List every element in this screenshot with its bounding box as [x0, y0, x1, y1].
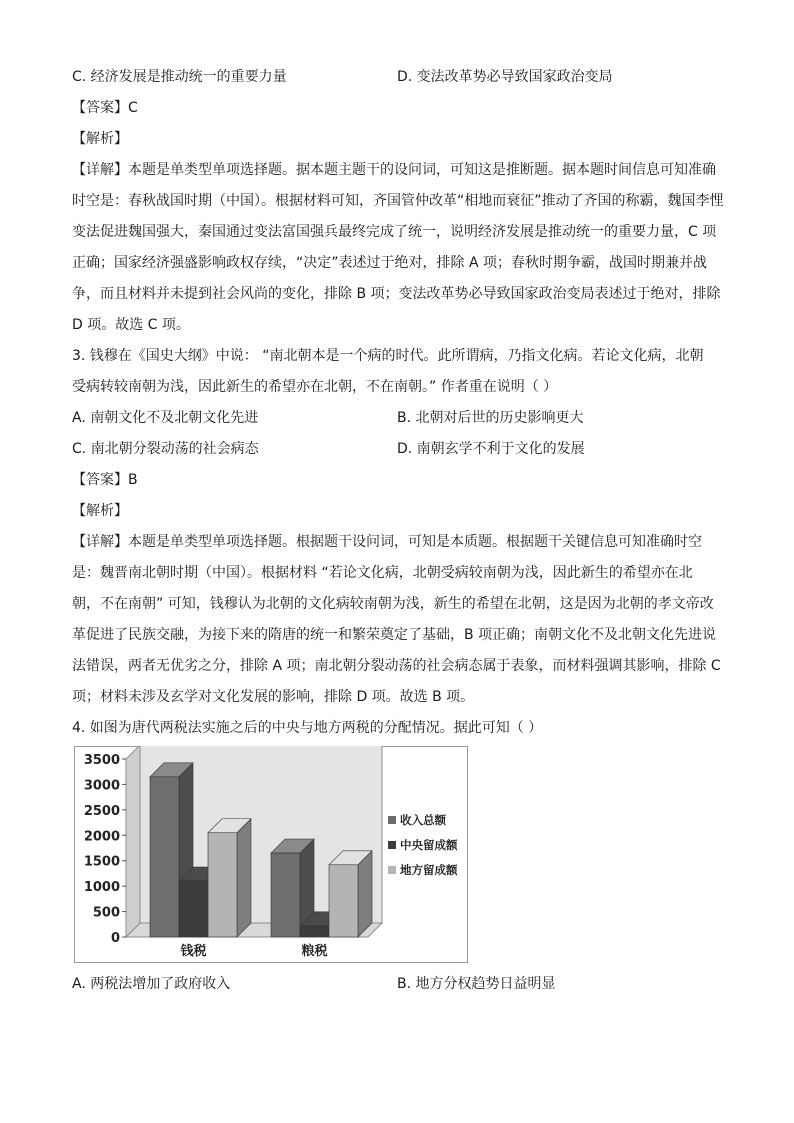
q3-option-a: A. 南朝文化不及北朝文化先进	[72, 410, 259, 426]
q3-detail-line: 是：魏晋南北朝时期（中国）。根据材料 “若论文化病，北朝受病较南朝为浅，因此新生的希望亦在北	[72, 565, 693, 581]
legend-label: 地方留成额	[400, 863, 458, 877]
legend-label: 中央留成额	[400, 838, 458, 852]
q3-option-d: D. 南朝玄学不利于文化的发展	[397, 441, 585, 457]
q4-stem: 4. 如图为唐代两税法实施之后的中央与地方两税的分配情况。据此可知（ ）	[72, 720, 543, 736]
y-tick-label: 2000	[83, 829, 120, 845]
q3-detail-line: 朝，不在南朝” 可知，钱穆认为北朝的文化病较南朝为浅，新生的希望在北朝，这是因为北朝的孝文帝改	[72, 596, 714, 612]
q3-detail-line: 【详解】本题是单类型单项选择题。根据题干设问词，可知是本质题。根据题干关键信息可知准确时空	[72, 534, 702, 550]
bar	[150, 777, 179, 937]
y-tick-label: 1000	[83, 880, 120, 896]
q2-detail-line: D 项。故选 C 项。	[72, 317, 190, 333]
q4-option-b: B. 地方分权趋势日益明显	[397, 976, 556, 992]
q3-stem-line: 3. 钱穆在《国史大纲》中说： “南北朝本是一个病的时代。此所谓病，乃指文化病。若论文化病，北朝	[72, 348, 704, 364]
chart-side-wall	[126, 746, 140, 937]
bar-side	[237, 819, 251, 937]
q3-analysis-label: 【解析】	[72, 503, 128, 519]
q4-options-row	[72, 969, 732, 1000]
q2-detail-line: 争，而且材料并未提到社会风尚的变化，排除 B 项；变法改革势必导致国家政治变局表述过于绝对，排除	[72, 286, 721, 302]
document-page	[72, 62, 732, 1000]
legend-swatch	[388, 841, 396, 849]
q2-answer: 【答案】C	[72, 100, 138, 116]
q2-detail-line: 正确；国家经济强盛影响政权存续，“决定”表述过于绝对，排除 A 项；春秋时期争霸，战国时期兼并战	[72, 255, 707, 271]
q3-options-row-2	[72, 434, 732, 465]
y-tick-label: 3500	[83, 753, 120, 768]
q2-detail-line: 时空是：春秋战国时期（中国）。根据材料可知，齐国管仲改革“相地而衰征”推动了齐国的称霸，魏国李悝	[72, 193, 724, 209]
q2-detail	[72, 155, 732, 341]
q3-detail-line: 项；材料未涉及玄学对文化发展的影响，排除 D 项。故选 B 项。	[72, 689, 475, 705]
bar	[179, 881, 208, 937]
y-tick-label: 0	[110, 931, 120, 946]
q3-detail	[72, 527, 732, 713]
category-label: 粮税	[301, 944, 328, 959]
y-tick-label: 500	[92, 905, 120, 921]
bar	[329, 865, 358, 937]
tax-distribution-chart	[74, 746, 468, 963]
q2-detail-line: 变法促进魏国强大，秦国通过变法富国强兵最终完成了统一，说明经济发展是推动统一的重要力量，C 项	[72, 224, 717, 240]
q2-option-d: D. 变法改革势必导致国家政治变局	[397, 69, 613, 85]
q2-option-c: C. 经济发展是推动统一的重要力量	[72, 69, 287, 85]
q3-options-row-1	[72, 403, 732, 434]
legend-swatch	[388, 816, 396, 824]
bar	[208, 833, 237, 937]
bar	[271, 853, 300, 937]
category-label: 钱税	[180, 944, 207, 959]
legend-swatch	[388, 866, 396, 874]
q3-stem-line: 受病转较南朝为浅，因此新生的希望亦在北朝，不在南朝。” 作者重在说明（ ）	[72, 379, 558, 395]
q2-analysis-label: 【解析】	[72, 131, 128, 147]
q2-options-row	[72, 62, 732, 93]
q3-detail-line: 法错误，两者无优劣之分，排除 A 项；南北朝分裂动荡的社会病态属于表象，而材料强调其影响，排除 C	[72, 658, 721, 674]
bar-side	[358, 851, 372, 937]
q3-option-b: B. 北朝对后世的历史影响更大	[397, 410, 584, 426]
y-tick-label: 1500	[83, 854, 120, 870]
chart-svg	[74, 746, 468, 963]
q2-detail-line: 【详解】本题是单类型单项选择题。据本题主题干的设问词，可知这是推断题。据本题时间信息可知准确	[72, 162, 716, 178]
q4-option-a: A. 两税法增加了政府收入	[72, 976, 231, 992]
q3-option-c: C. 南北朝分裂动荡的社会病态	[72, 441, 259, 457]
q3-detail-line: 革促进了民族交融，为接下来的隋唐的统一和繁荣奠定了基础，B 项正确；南朝文化不及北朝文化先进说	[72, 627, 717, 643]
q3-stem	[72, 341, 732, 403]
legend-label: 收入总额	[400, 813, 446, 827]
bar	[300, 926, 329, 937]
q3-answer: 【答案】B	[72, 472, 138, 488]
y-tick-label: 2500	[83, 803, 120, 819]
y-tick-label: 3000	[83, 778, 120, 794]
